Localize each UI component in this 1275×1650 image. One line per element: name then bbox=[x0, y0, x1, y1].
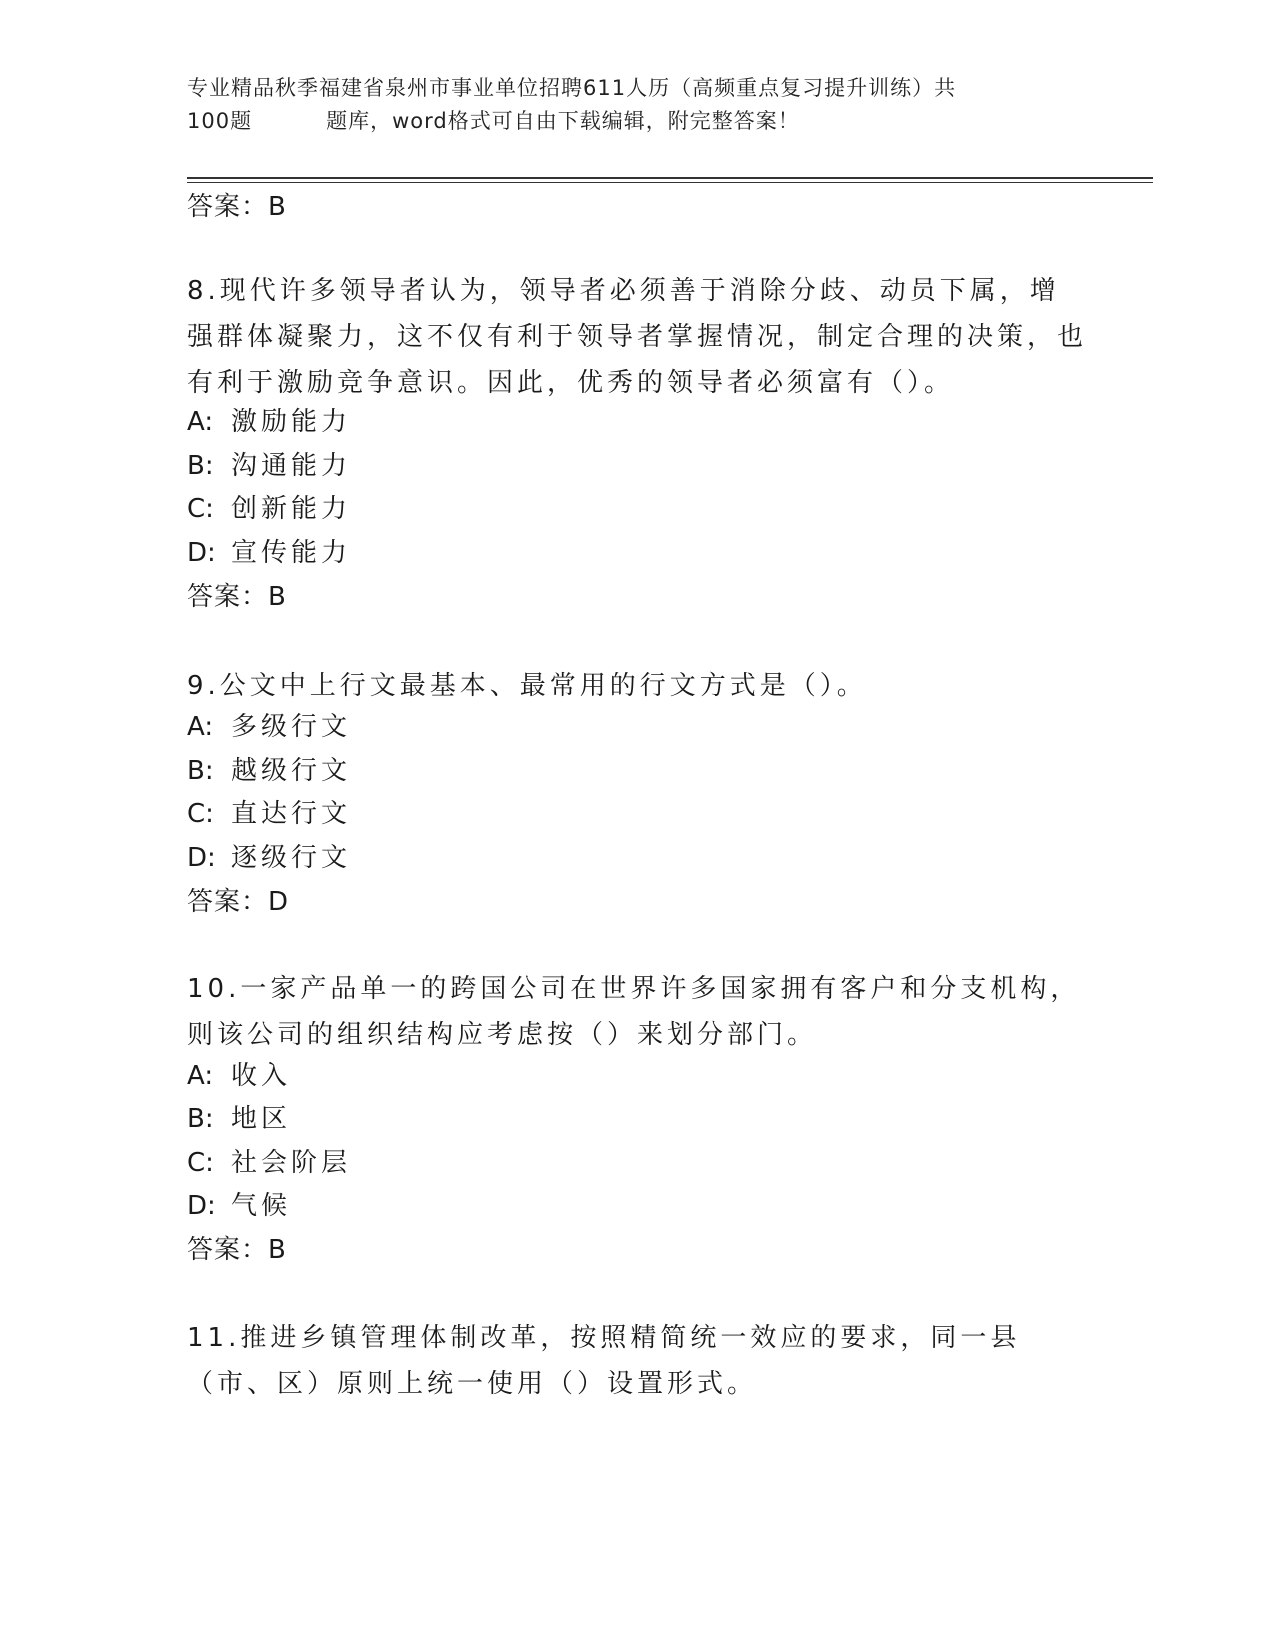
header-divider-thin bbox=[187, 182, 1153, 183]
question-10-option-b: B: 地区 bbox=[187, 1104, 292, 1134]
previous-answer: 答案：B bbox=[187, 192, 287, 222]
question-10-stem: 10.一家产品单一的跨国公司在世界许多国家拥有客户和分支机构，则该公司的组织结构应考虑按（）来划分部门。 bbox=[187, 974, 1081, 1050]
header-count: 100题 bbox=[187, 109, 253, 133]
question-8-option-a: A: 激励能力 bbox=[187, 407, 352, 437]
question-8-answer: 答案：B bbox=[187, 582, 287, 612]
question-8-option-b: B: 沟通能力 bbox=[187, 451, 352, 481]
question-8-option-d: D: 宣传能力 bbox=[187, 538, 352, 568]
question-9-stem: 9.公文中上行文最基本、最常用的行文方式是（）。 bbox=[187, 671, 867, 701]
document-header bbox=[187, 72, 1087, 138]
header-subtitle: 题库，word格式可自由下载编辑，附完整答案！ bbox=[326, 109, 800, 133]
header-line-2 bbox=[187, 105, 1087, 138]
question-11-stem: 11.推进乡镇管理体制改革，按照精简统一效应的要求，同一县（市、区）原则上统一使用（）设置形式。 bbox=[187, 1323, 1021, 1399]
question-10-option-c: C: 社会阶层 bbox=[187, 1148, 352, 1178]
question-10-option-d: D: 气候 bbox=[187, 1191, 292, 1221]
question-9-option-d: D: 逐级行文 bbox=[187, 843, 352, 873]
question-9-option-a: A: 多级行文 bbox=[187, 712, 352, 742]
question-9-option-b: B: 越级行文 bbox=[187, 756, 352, 786]
question-9-option-c: C: 直达行文 bbox=[187, 799, 352, 829]
header-line-1: 专业精品秋季福建省泉州市事业单位招聘611人历（高频重点复习提升训练）共 bbox=[187, 76, 957, 100]
question-8-stem: 8.现代许多领导者认为，领导者必须善于消除分歧、动员下属，增强群体凝聚力，这不仅有利于领导者掌握情况，制定合理的决策，也有利于激励竞争意识。因此，优秀的领导者必须富有（）。 bbox=[187, 276, 1088, 398]
question-9-answer: 答案：D bbox=[187, 887, 290, 917]
question-10-answer: 答案：B bbox=[187, 1235, 287, 1265]
question-8-option-c: C: 创新能力 bbox=[187, 494, 352, 524]
header-divider-thick bbox=[187, 177, 1153, 179]
question-10-option-a: A: 收入 bbox=[187, 1061, 292, 1091]
